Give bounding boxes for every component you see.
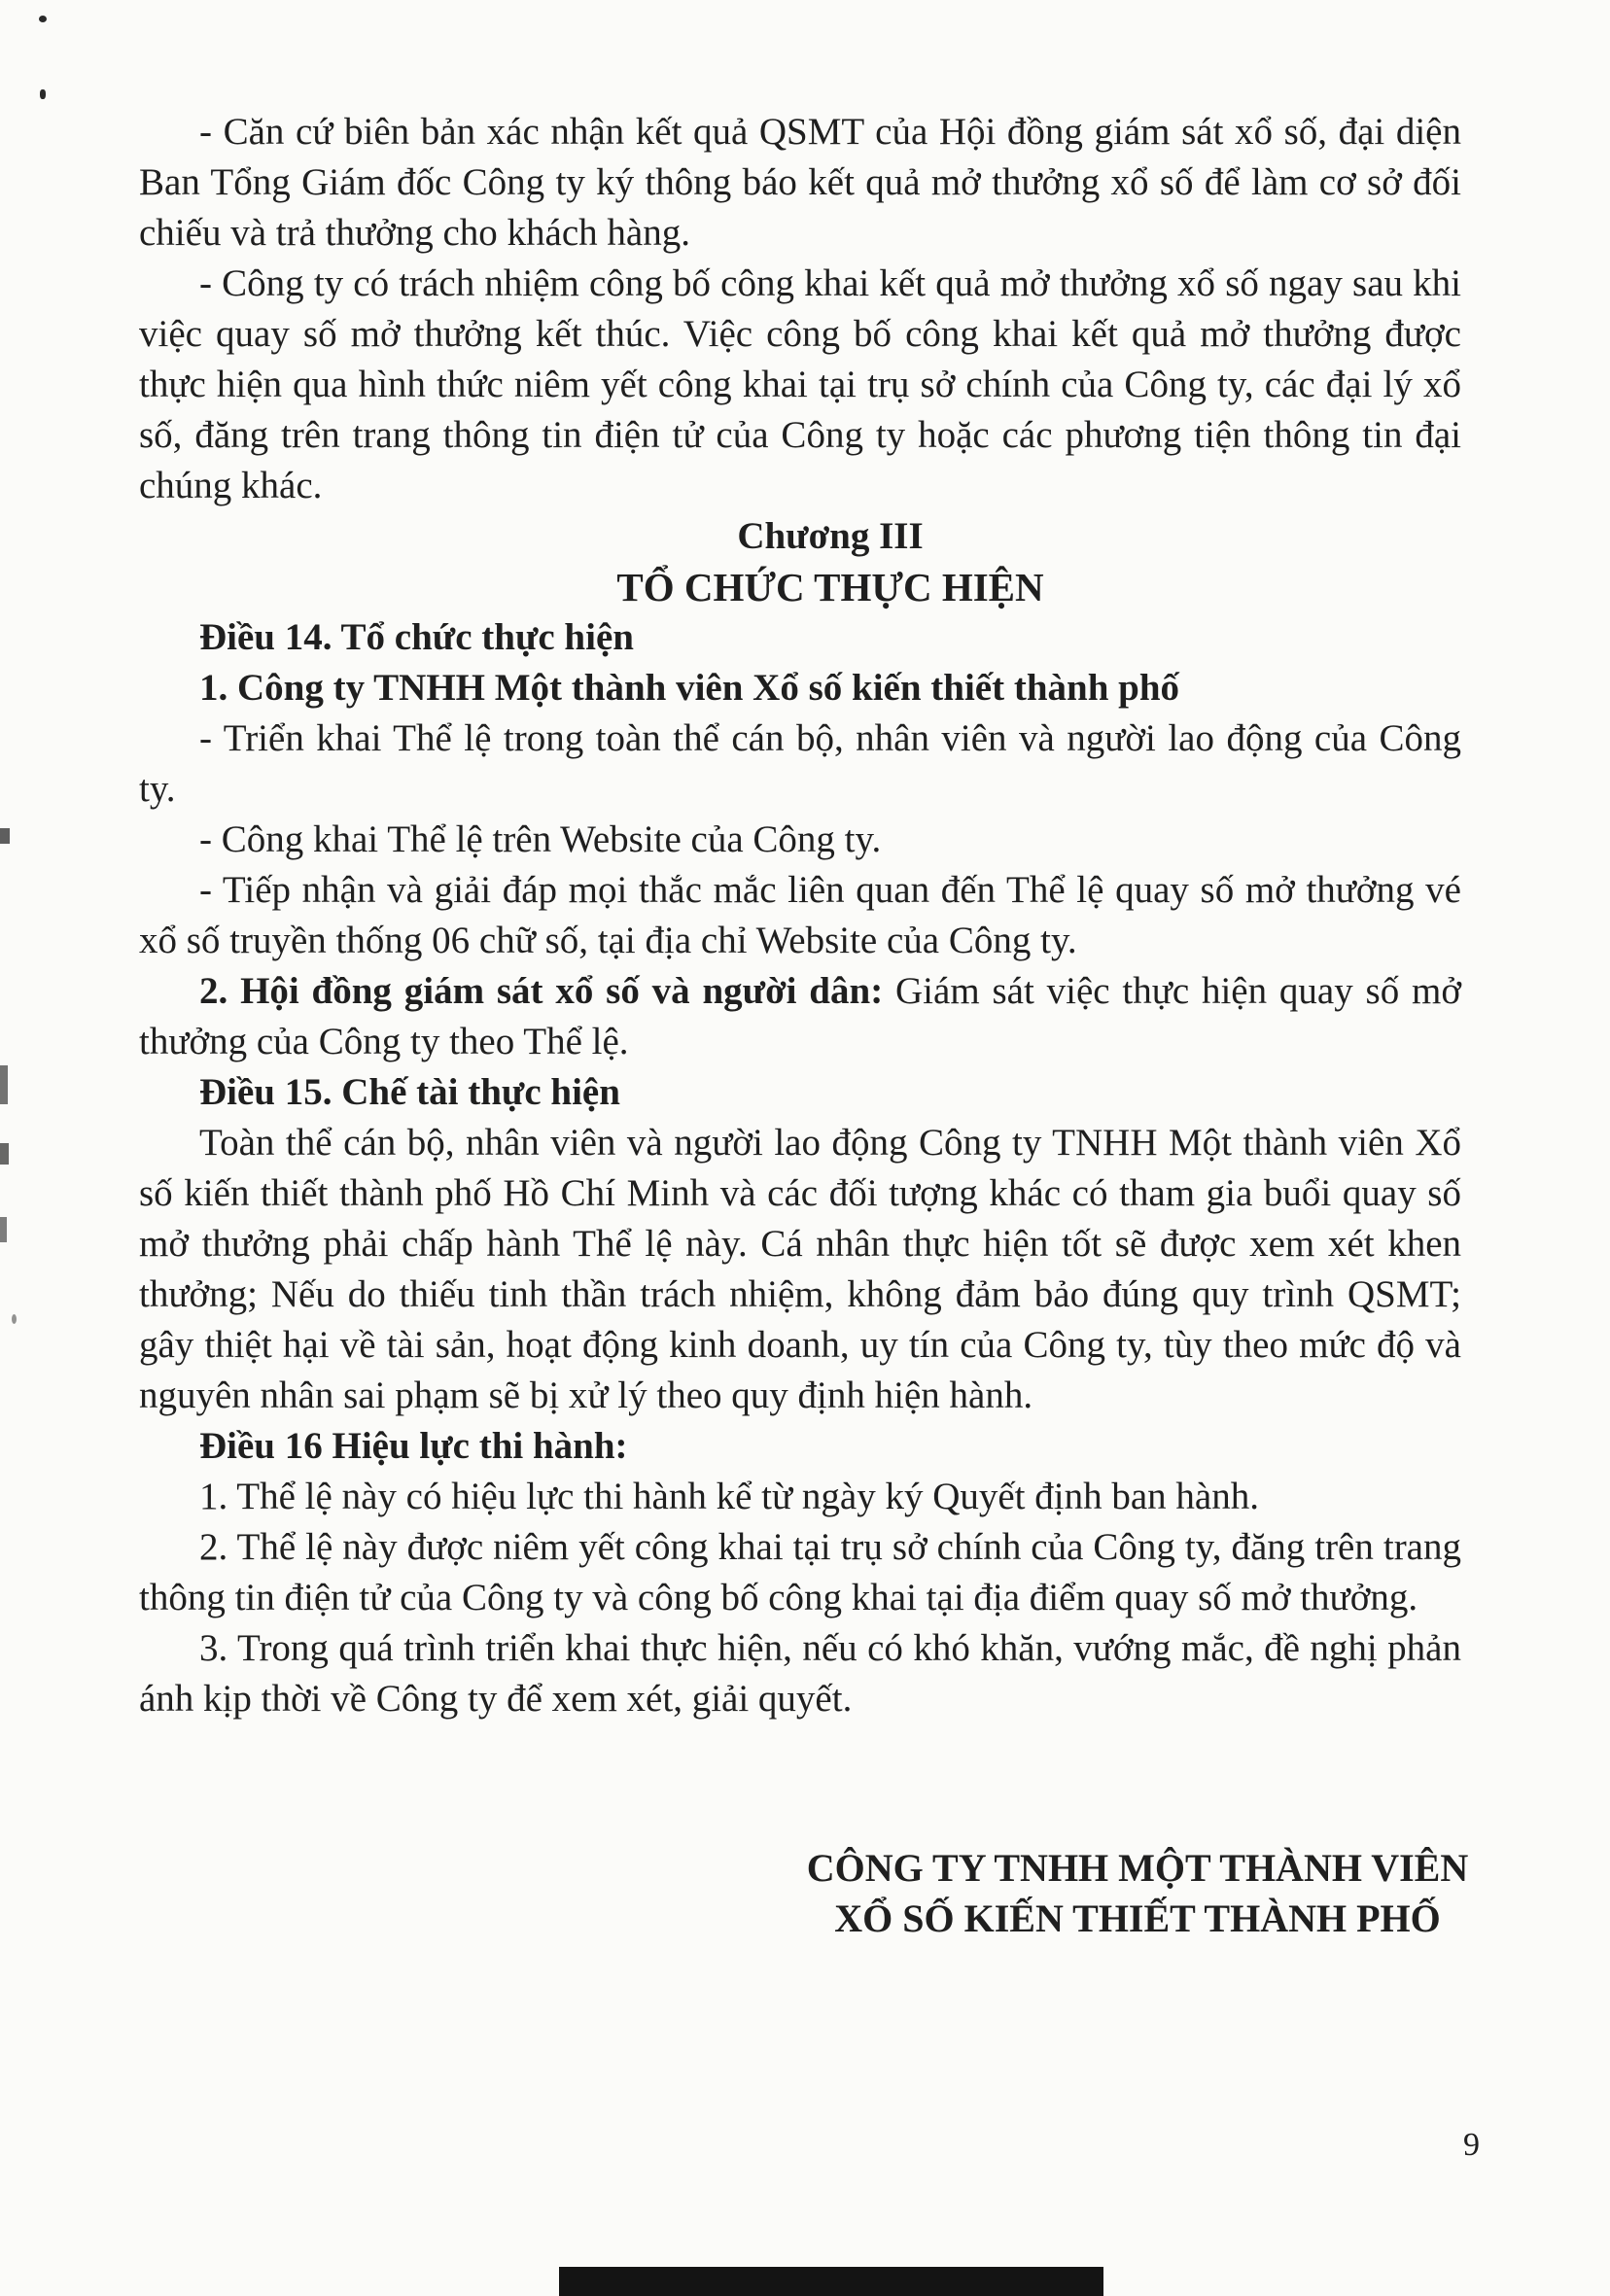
intro-bullet-2: - Công ty có trách nhiệm công bố công khai kết quả mở thưởng xổ số ngay sau khi việc quay số mở thưởng kết thúc. Việc công bố công khai kết quả mở thưởng được thực hiện qua hình thức niêm yết công khai tại trụ sở chính của Công ty, các đại lý xổ số, đăng trên trang thông tin điện tử của Công ty hoặc các phương tiện thông tin đại chúng khác. — [139, 262, 1461, 506]
scan-speck-icon — [40, 89, 46, 99]
article-16-item-2: 2. Thể lệ này được niêm yết công khai tại trụ sở chính của Công ty, đăng trên trang thông tin điện tử của Công ty và công bố công khai tại địa điểm quay số mở thưởng. — [139, 1526, 1461, 1618]
article-15-heading: Điều 15. Chế tài thực hiện — [199, 1071, 620, 1113]
signature-company-line-2: XỔ SỐ KIẾN THIẾT THÀNH PHỐ — [834, 1896, 1441, 1940]
page-number: 9 — [1463, 2127, 1480, 2163]
article-14-heading: Điều 14. Tổ chức thực hiện — [199, 616, 634, 658]
article-15-body: Toàn thể cán bộ, nhân viên và người lao động Công ty TNHH Một thành viên Xổ số kiến thiết thành phố Hồ Chí Minh và các đối tượng khác có tham gia buổi quay số mở thưởng phải chấp hành Thể lệ này. Cá nhân thực hiện tốt sẽ được xem xét khen thưởng; Nếu do thiếu tinh thần trách nhiệm, không đảm bảo đúng quy trình QSMT; gây thiệt hại về tài sản, hoạt động kinh doanh, uy tín của Công ty, tùy theo mức độ và nguyên nhân sai phạm sẽ bị xử lý theo quy định hiện hành. — [139, 1122, 1461, 1416]
article-16-item-1: 1. Thể lệ này có hiệu lực thi hành kể từ ngày ký Quyết định ban hành. — [199, 1476, 1259, 1517]
scan-edge-mark — [0, 828, 10, 844]
signature-block — [729, 1843, 1546, 1944]
intro-bullet-1: - Căn cứ biên bản xác nhận kết quả QSMT của Hội đồng giám sát xổ số, đại diện Ban Tổng Giám đốc Công ty ký thông báo kết quả mở thưởng xổ số để làm cơ sở đối chiếu và trả thưởng cho khách hàng. — [139, 111, 1461, 254]
article-14-item-2-label: 2. Hội đồng giám sát xổ số và người dân: — [199, 970, 884, 1012]
scan-speck-icon — [12, 1314, 17, 1324]
chapter-label: Chương III — [737, 515, 924, 557]
scan-edge-mark — [0, 1217, 7, 1242]
article-14-bullet-2: - Công khai Thể lệ trên Website của Công ty. — [199, 818, 882, 860]
scan-bottom-bar — [559, 2267, 1103, 2296]
scan-edge-mark — [0, 1065, 8, 1104]
scan-edge-mark — [0, 1143, 9, 1165]
article-14-item-1-heading: 1. Công ty TNHH Một thành viên Xổ số kiến thiết thành phố — [199, 667, 1180, 709]
signature-company-line-1: CÔNG TY TNHH MỘT THÀNH VIÊN — [806, 1846, 1469, 1890]
article-14-bullet-1: - Triển khai Thể lệ trong toàn thể cán bộ, nhân viên và người lao động của Công ty. — [139, 717, 1461, 810]
article-14-item-2 — [139, 966, 1461, 1067]
article-16-heading: Điều 16 Hiệu lực thi hành: — [199, 1425, 628, 1467]
article-14-bullet-3: - Tiếp nhận và giải đáp mọi thắc mắc liên quan đến Thể lệ quay số mở thưởng vé xổ số truyền thống 06 chữ số, tại địa chỉ Website của Công ty. — [139, 869, 1461, 961]
chapter-title: TỔ CHỨC THỰC HIỆN — [616, 565, 1044, 609]
scan-speck-icon — [39, 16, 47, 22]
article-14-item-2-text: Giám sát việc thực hiện quay số mở thưởng của Công ty theo Thể lệ. — [139, 970, 1462, 1062]
document-body — [139, 107, 1461, 1724]
article-16-item-3: 3. Trong quá trình triển khai thực hiện, nếu có khó khăn, vướng mắc, đề nghị phản ánh kịp thời về Công ty để xem xét, giải quyết. — [139, 1627, 1461, 1720]
